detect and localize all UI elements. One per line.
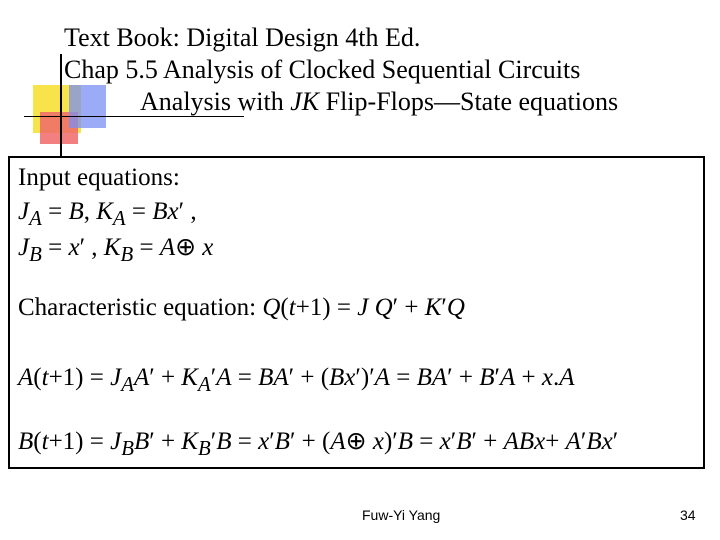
equations-box xyxy=(8,156,705,469)
title-line-3: Analysis with JK Flip-Flops—State equations xyxy=(140,87,619,116)
characteristic-equation: Characteristic equation: Q(t+1) = J Q′ + K′Q xyxy=(18,294,465,321)
title-line-1: Text Book: Digital Design 4th Ed. xyxy=(64,23,421,52)
title-line-2: Chap 5.5 Analysis of Clocked Sequential Circuits xyxy=(64,55,581,84)
footer-author: Fuw-Yi Yang xyxy=(362,507,441,523)
page-number: 34 xyxy=(680,507,696,523)
equation-b-next-state: $B(t+1) = J_BB' + K_B'B = x'B'$ + (A⊕ x)′B = x′B′ + ABx+ A′Bx′ xyxy=(18,428,619,460)
decor-vertical-line xyxy=(60,54,62,158)
equation-jb-kb: $J_B = x'$ , $K_B$ = A⊕ x xyxy=(18,234,214,266)
equation-ja-ka: $J_A = B$, $K_A = Bx'$ , xyxy=(18,198,197,230)
input-equations-heading: Input equations: xyxy=(18,164,180,191)
slide-title xyxy=(64,22,618,118)
equation-a-next-state: $A(t+1) = J_AA' + K_A'A = BA' + (Bx')'A = BA' + B'A + x.A$ xyxy=(18,364,575,396)
